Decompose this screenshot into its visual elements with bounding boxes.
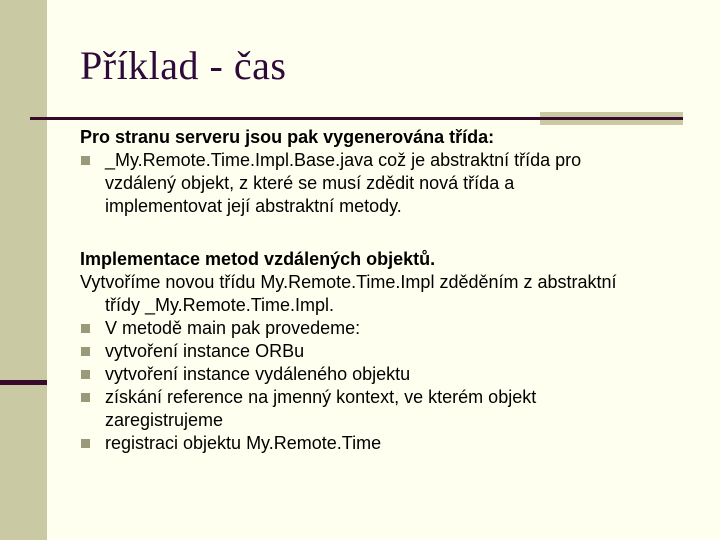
slide-body (80, 126, 700, 455)
section1-heading: Pro stranu serveru jsou pak vygenerována třída: (80, 127, 495, 147)
list-item (80, 386, 700, 432)
bullet-line: implementovat její abstraktní metody. (105, 196, 402, 216)
square-bullet-icon (81, 370, 90, 379)
intro-line: třídy _My.Remote.Time.Impl. (105, 295, 335, 315)
bullet-line: vytvoření instance ORBu (105, 341, 305, 361)
list-item (80, 317, 700, 340)
bullet-line: získání reference na jmenný kontext, ve kterém objekt (105, 387, 537, 407)
title-rule-accent-line (540, 117, 683, 120)
section2-heading: Implementace metod vzdálených objektů. (80, 249, 436, 269)
slide-title: Příklad - čas (80, 43, 287, 88)
list-item (80, 432, 700, 455)
bullet-line: registraci objektu My.Remote.Time (105, 433, 382, 453)
square-bullet-icon (81, 156, 90, 165)
square-bullet-icon (81, 324, 90, 333)
bullet-line: vzdálený objekt, z které se musí zdědit nová třída a (105, 173, 515, 193)
bullet-line: vytvoření instance vydáleného objektu (105, 364, 411, 384)
sidebar-marker (0, 380, 47, 385)
left-sidebar-band (0, 0, 47, 540)
list-item (80, 363, 700, 386)
square-bullet-icon (81, 347, 90, 356)
bullet-line: zaregistrujeme (105, 410, 224, 430)
intro-line: Vytvoříme novou třídu My.Remote.Time.Impl zděděním z abstraktní (80, 272, 617, 292)
bullet-line: V metodě main pak provedeme: (105, 318, 361, 338)
list-item (80, 340, 700, 363)
square-bullet-icon (81, 439, 90, 448)
bullet-line: _My.Remote.Time.Impl.Base.java což je abstraktní třída pro (105, 150, 582, 170)
list-item (80, 149, 700, 218)
square-bullet-icon (81, 393, 90, 402)
